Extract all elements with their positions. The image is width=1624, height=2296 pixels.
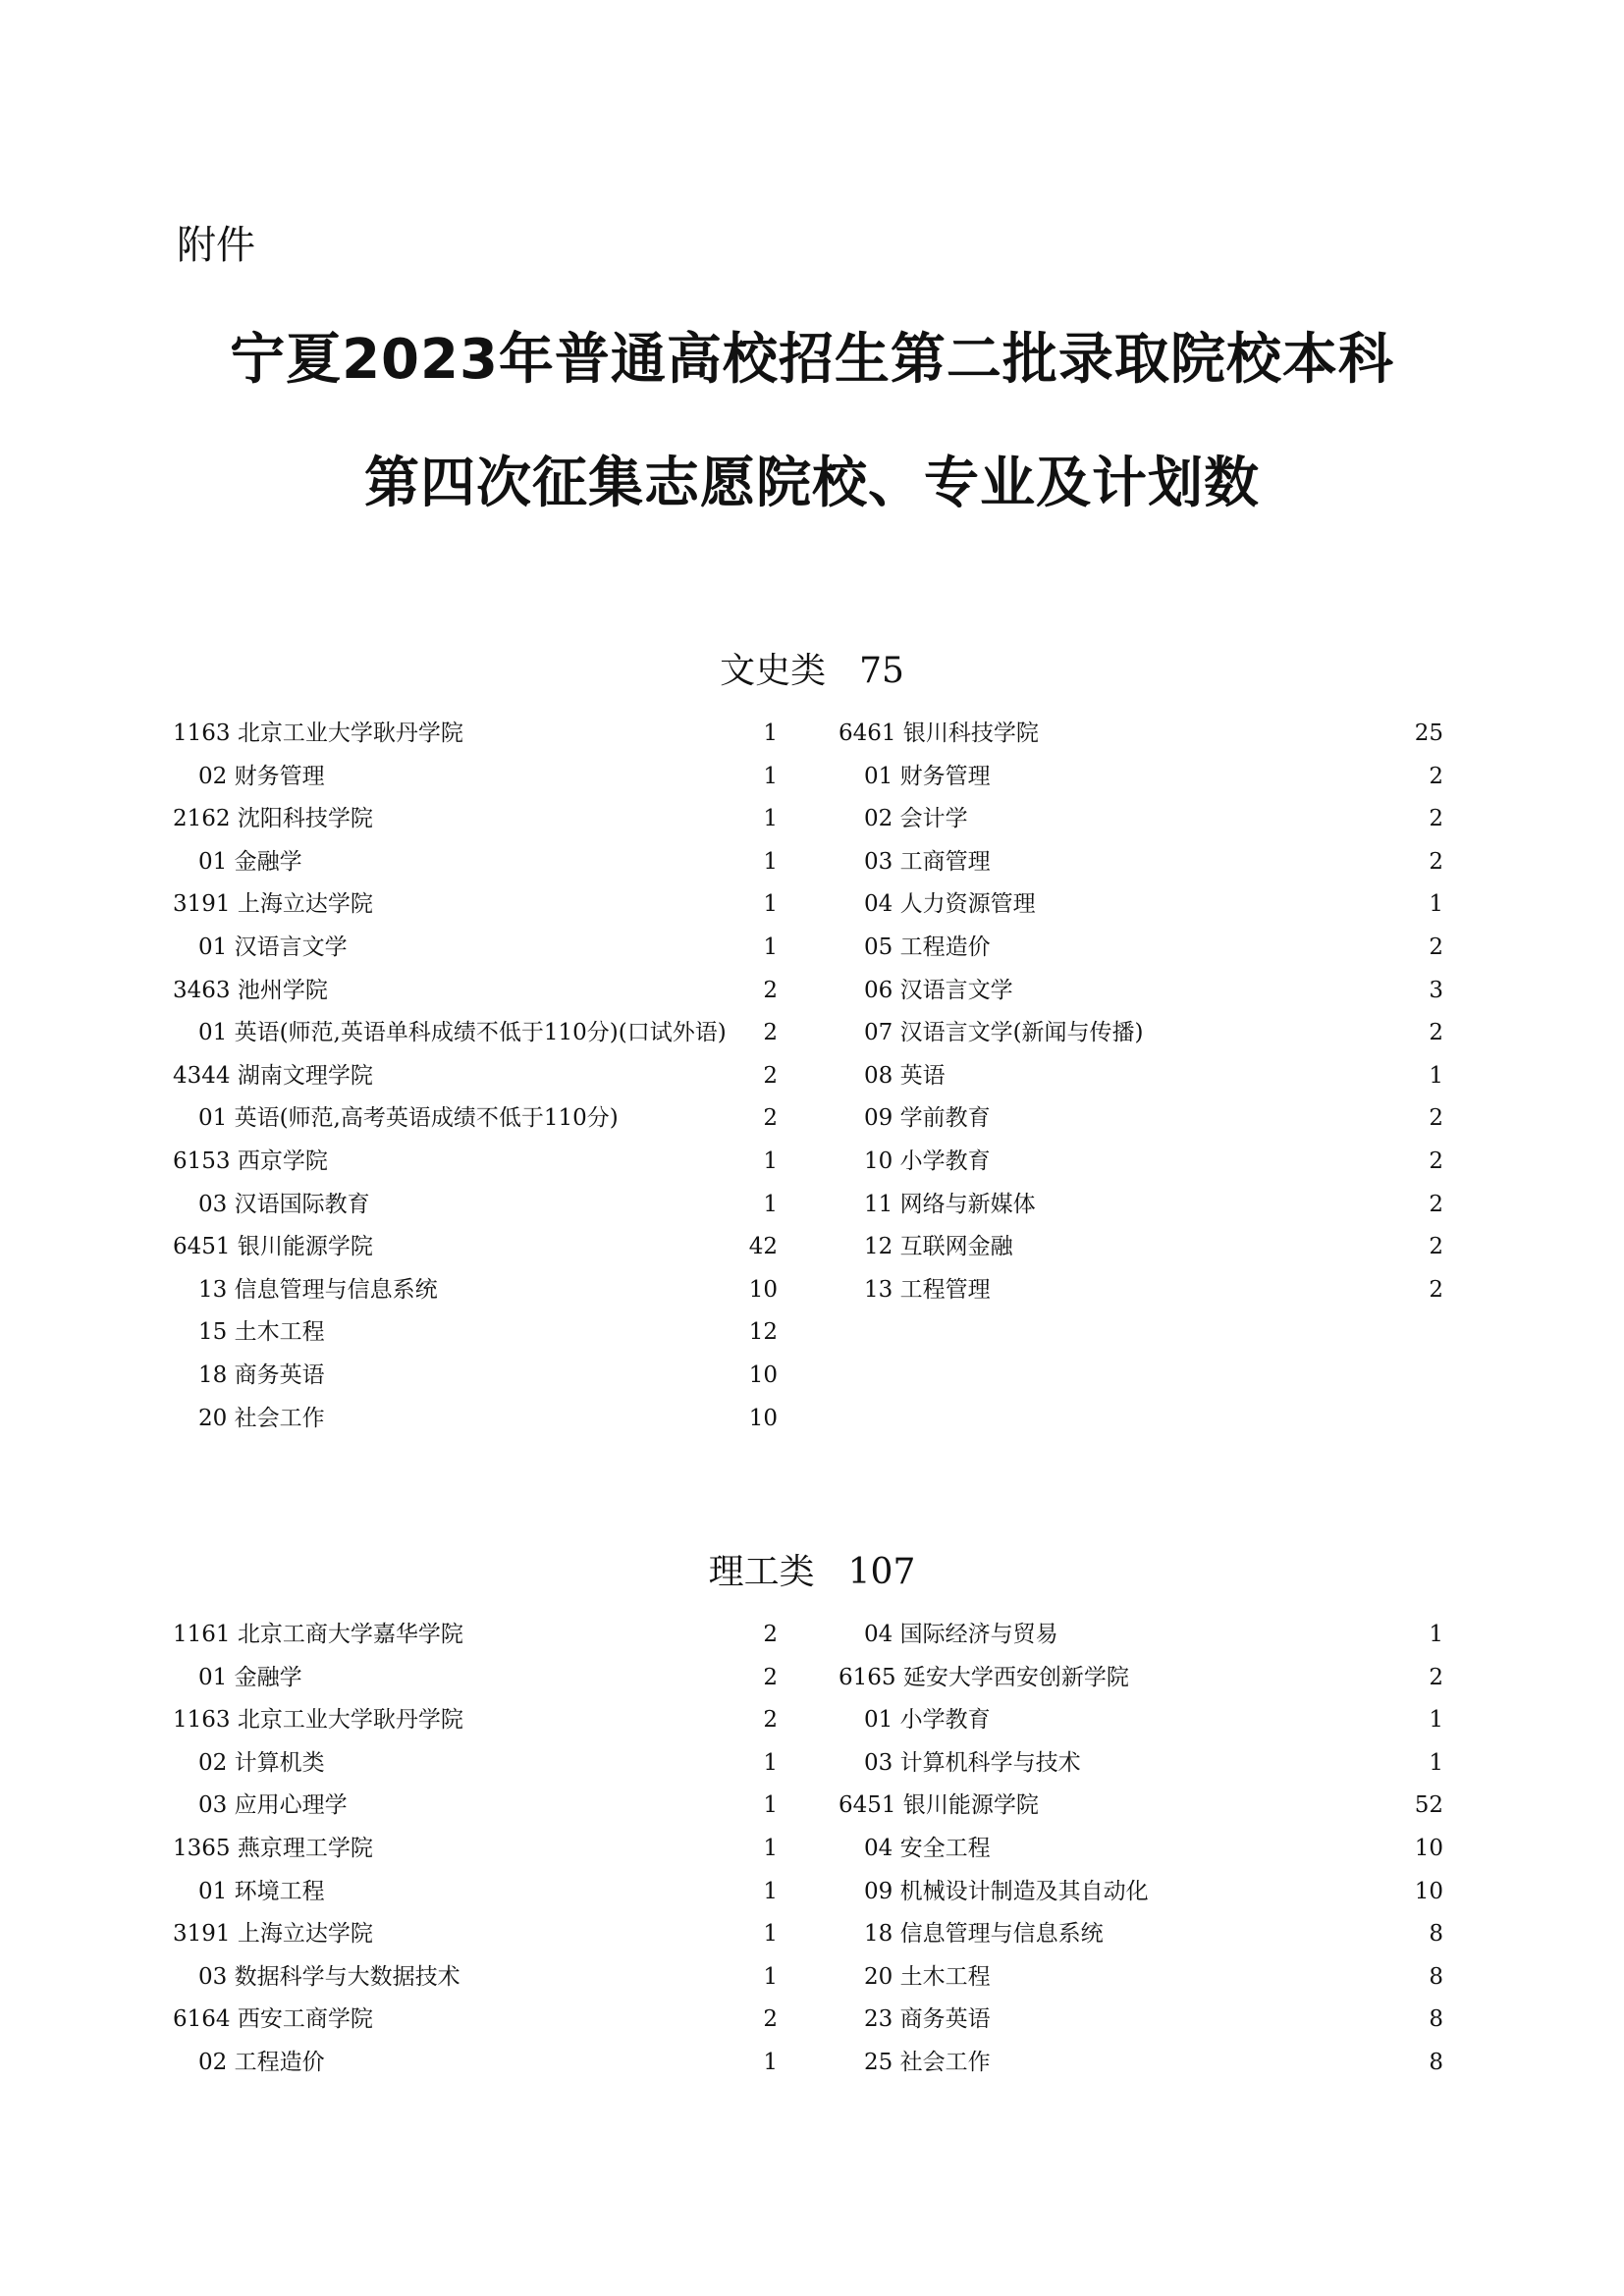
major-row <box>173 841 778 884</box>
school-row <box>173 883 778 927</box>
major-name: 11 网络与新媒体 <box>864 1191 1036 1217</box>
major-name: 03 计算机科学与技术 <box>864 1749 1081 1776</box>
plan-count: 2 <box>1429 1276 1443 1303</box>
major-row <box>839 1871 1443 1914</box>
plan-count: 25 <box>1414 721 1443 746</box>
major-name: 23 商务英语 <box>864 2006 991 2033</box>
plan-count: 10 <box>748 1405 778 1431</box>
major-name: 04 人力资源管理 <box>864 891 1036 918</box>
major-name: 04 安全工程 <box>864 1835 991 1861</box>
school-row <box>173 798 778 841</box>
plan-count: 1 <box>763 891 778 918</box>
major-name: 18 商务英语 <box>198 1362 325 1388</box>
major-row <box>173 1657 778 1700</box>
plan-count: 8 <box>1429 2049 1443 2075</box>
school-row <box>173 1226 778 1269</box>
school-row <box>839 1785 1443 1828</box>
major-name: 05 工程造价 <box>864 934 991 960</box>
major-row <box>173 1269 778 1312</box>
plan-count: 8 <box>1429 2006 1443 2033</box>
plan-count: 1 <box>1429 1062 1443 1089</box>
school-row <box>173 713 778 756</box>
major-name: 01 汉语言文学 <box>198 934 348 960</box>
major-name: 01 英语(师范,英语单科成绩不低于110分)(口试外语) <box>198 1020 727 1046</box>
major-name: 01 金融学 <box>198 1664 302 1690</box>
plan-count: 2 <box>1429 1020 1443 1046</box>
major-name: 03 工商管理 <box>864 848 991 875</box>
plan-count: 8 <box>1429 1921 1443 1948</box>
school-name: 6153 西京学院 <box>173 1148 328 1174</box>
plan-count: 2 <box>1429 1234 1443 1260</box>
section-heading-liberal-arts <box>0 643 1624 693</box>
plan-count: 2 <box>1429 1148 1443 1174</box>
major-name: 04 国际经济与贸易 <box>864 1622 1058 1647</box>
major-name: 01 金融学 <box>198 848 302 875</box>
major-row <box>173 1785 778 1828</box>
school-name: 3191 上海立达学院 <box>173 891 373 918</box>
major-row <box>839 2042 1443 2085</box>
major-row <box>173 1742 778 1786</box>
plan-count: 1 <box>763 2049 778 2075</box>
liberal-arts-left-column <box>173 713 778 1440</box>
major-name: 01 小学教育 <box>864 1707 991 1734</box>
major-name: 15 土木工程 <box>198 1319 325 1346</box>
school-name: 1163 北京工业大学耿丹学院 <box>173 1707 463 1734</box>
major-name: 20 土木工程 <box>864 1963 991 1990</box>
plan-count: 2 <box>1429 1664 1443 1690</box>
plan-count: 2 <box>763 1622 778 1647</box>
major-name: 12 互联网金融 <box>864 1234 1013 1260</box>
plan-count: 2 <box>1429 806 1443 832</box>
major-name: 13 工程管理 <box>864 1276 991 1303</box>
major-name: 03 数据科学与大数据技术 <box>198 1963 460 1990</box>
plan-count: 1 <box>1429 1622 1443 1647</box>
plan-count: 1 <box>763 934 778 960</box>
school-name: 6451 银川能源学院 <box>839 1792 1039 1819</box>
plan-count: 1 <box>763 763 778 789</box>
major-row <box>839 1141 1443 1184</box>
plan-count: 2 <box>763 1020 778 1046</box>
major-row <box>839 841 1443 884</box>
school-name: 1365 燕京理工学院 <box>173 1835 373 1861</box>
major-name: 01 环境工程 <box>198 1878 325 1904</box>
major-name: 03 应用心理学 <box>198 1792 348 1819</box>
major-row <box>173 2042 778 2085</box>
major-name: 02 工程造价 <box>198 2049 325 2075</box>
major-row <box>173 1184 778 1227</box>
school-row <box>173 1828 778 1871</box>
major-row <box>839 1269 1443 1312</box>
major-row <box>839 798 1443 841</box>
major-row <box>173 1398 778 1441</box>
plan-count: 52 <box>1414 1792 1443 1819</box>
plan-count: 1 <box>763 1963 778 1990</box>
school-name: 6164 西安工商学院 <box>173 2006 373 2033</box>
major-row <box>173 927 778 970</box>
plan-count: 1 <box>763 721 778 746</box>
plan-count: 1 <box>1429 891 1443 918</box>
major-row <box>839 1184 1443 1227</box>
plan-count: 2 <box>1429 1191 1443 1217</box>
plan-count: 8 <box>1429 1963 1443 1990</box>
major-name: 10 小学教育 <box>864 1148 991 1174</box>
school-row <box>839 713 1443 756</box>
school-name: 1163 北京工业大学耿丹学院 <box>173 721 463 746</box>
school-row <box>173 1999 778 2042</box>
major-row <box>839 1614 1443 1657</box>
section-total: 75 <box>859 651 904 691</box>
plan-count: 1 <box>763 848 778 875</box>
major-row <box>839 1828 1443 1871</box>
school-name: 3463 池州学院 <box>173 977 328 1003</box>
major-row <box>839 1055 1443 1098</box>
plan-count: 10 <box>748 1276 778 1303</box>
major-row <box>839 756 1443 799</box>
major-name: 03 汉语国际教育 <box>198 1191 370 1217</box>
plan-count: 1 <box>763 1835 778 1861</box>
school-row <box>173 1913 778 1956</box>
plan-count: 1 <box>763 806 778 832</box>
section-total: 107 <box>847 1552 916 1592</box>
plan-count: 2 <box>1429 934 1443 960</box>
plan-count: 1 <box>1429 1749 1443 1776</box>
major-name: 25 社会工作 <box>864 2049 991 2075</box>
school-name: 1161 北京工商大学嘉华学院 <box>173 1622 463 1647</box>
plan-count: 3 <box>1429 977 1443 1003</box>
major-row <box>173 756 778 799</box>
plan-count: 10 <box>1414 1835 1443 1861</box>
major-row <box>173 1355 778 1398</box>
major-row <box>839 1742 1443 1786</box>
school-name: 3191 上海立达学院 <box>173 1921 373 1948</box>
school-row <box>173 1141 778 1184</box>
major-row <box>173 1871 778 1914</box>
major-name: 02 财务管理 <box>198 763 325 789</box>
plan-count: 2 <box>1429 848 1443 875</box>
school-row <box>839 1657 1443 1700</box>
school-name: 6451 银川能源学院 <box>173 1234 373 1260</box>
major-name: 18 信息管理与信息系统 <box>864 1921 1104 1948</box>
major-name: 08 英语 <box>864 1062 946 1089</box>
major-row <box>839 1097 1443 1141</box>
plan-count: 1 <box>763 1191 778 1217</box>
liberal-arts-right-column <box>839 713 1443 1311</box>
document-title-line-2: 第四次征集志愿院校、专业及计划数 <box>364 452 1260 515</box>
major-row <box>839 1699 1443 1742</box>
major-name: 09 机械设计制造及其自动化 <box>864 1878 1149 1904</box>
plan-count: 2 <box>763 1062 778 1089</box>
major-row <box>839 970 1443 1013</box>
plan-count: 2 <box>763 977 778 1003</box>
school-row <box>173 1614 778 1657</box>
plan-count: 42 <box>748 1234 778 1260</box>
major-row <box>173 1012 778 1055</box>
school-row <box>173 970 778 1013</box>
section-heading-science-engineering <box>0 1544 1624 1594</box>
major-name: 13 信息管理与信息系统 <box>198 1276 438 1303</box>
major-row <box>839 1999 1443 2042</box>
plan-count: 1 <box>763 1148 778 1174</box>
plan-count: 10 <box>1414 1878 1443 1904</box>
major-name: 01 英语(师范,高考英语成绩不低于110分) <box>198 1105 619 1132</box>
science-right-column <box>839 1614 1443 2085</box>
plan-count: 1 <box>763 1749 778 1776</box>
major-name: 07 汉语言文学(新闻与传播) <box>864 1020 1144 1046</box>
major-name: 20 社会工作 <box>198 1405 325 1431</box>
major-name: 09 学前教育 <box>864 1105 991 1132</box>
major-row <box>839 1913 1443 1956</box>
science-left-column <box>173 1614 778 2085</box>
major-row <box>839 1012 1443 1055</box>
major-row <box>173 1956 778 2000</box>
school-name: 6461 银川科技学院 <box>839 721 1039 746</box>
school-row <box>173 1699 778 1742</box>
plan-count: 2 <box>1429 1105 1443 1132</box>
plan-count: 1 <box>763 1878 778 1904</box>
document-title-line-1: 宁夏2023年普通高校招生第二批录取院校本科 <box>230 328 1394 392</box>
plan-count: 1 <box>763 1921 778 1948</box>
major-name: 02 计算机类 <box>198 1749 325 1776</box>
section-name: 理工类 <box>708 1552 815 1592</box>
school-name: 4344 湖南文理学院 <box>173 1062 373 1089</box>
major-name: 01 财务管理 <box>864 763 991 789</box>
plan-count: 10 <box>748 1362 778 1388</box>
major-row <box>173 1311 778 1355</box>
plan-count: 1 <box>1429 1707 1443 1734</box>
major-row <box>839 927 1443 970</box>
major-name: 02 会计学 <box>864 806 968 832</box>
plan-count: 2 <box>763 1105 778 1132</box>
plan-count: 2 <box>1429 763 1443 789</box>
section-name: 文史类 <box>720 651 827 691</box>
plan-count: 2 <box>763 1707 778 1734</box>
major-row <box>839 883 1443 927</box>
major-name: 06 汉语言文学 <box>864 977 1013 1003</box>
attachment-label: 附件 <box>177 223 255 268</box>
major-row <box>839 1956 1443 2000</box>
plan-count: 2 <box>763 2006 778 2033</box>
plan-count: 2 <box>763 1664 778 1690</box>
school-name: 2162 沈阳科技学院 <box>173 806 373 832</box>
major-row <box>173 1097 778 1141</box>
plan-count: 1 <box>763 1792 778 1819</box>
plan-count: 12 <box>748 1319 778 1346</box>
school-row <box>173 1055 778 1098</box>
school-name: 6165 延安大学西安创新学院 <box>839 1664 1129 1690</box>
major-row <box>839 1226 1443 1269</box>
